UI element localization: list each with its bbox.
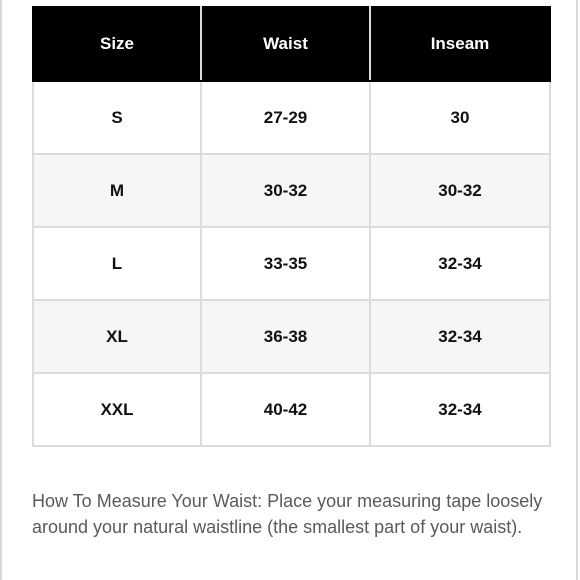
- cell-inseam: 30: [370, 81, 550, 154]
- table-header-row: [33, 7, 550, 81]
- header-inseam: Inseam: [370, 7, 550, 81]
- header-size: Size: [33, 7, 201, 81]
- cell-size: S: [33, 81, 201, 154]
- cell-size: M: [33, 154, 201, 227]
- cell-inseam: 32-34: [370, 300, 550, 373]
- cell-inseam: 30-32: [370, 154, 550, 227]
- size-chart-table: [32, 6, 551, 447]
- cell-inseam: 32-34: [370, 227, 550, 300]
- table-row: [33, 373, 550, 446]
- cell-size: L: [33, 227, 201, 300]
- table-row: [33, 300, 550, 373]
- cell-waist: 33-35: [201, 227, 370, 300]
- cell-waist: 27-29: [201, 81, 370, 154]
- table-row: [33, 154, 550, 227]
- cell-size: XXL: [33, 373, 201, 446]
- cell-inseam: 32-34: [370, 373, 550, 446]
- cell-waist: 40-42: [201, 373, 370, 446]
- header-waist: Waist: [201, 7, 370, 81]
- measure-instructions: How To Measure Your Waist: Place your measuring tape loosely around your natural waistline (the smallest part of your waist).: [32, 491, 543, 537]
- cell-waist: 36-38: [201, 300, 370, 373]
- cell-waist: 30-32: [201, 154, 370, 227]
- table-row: [33, 227, 550, 300]
- cell-size: XL: [33, 300, 201, 373]
- table-row: [33, 81, 550, 154]
